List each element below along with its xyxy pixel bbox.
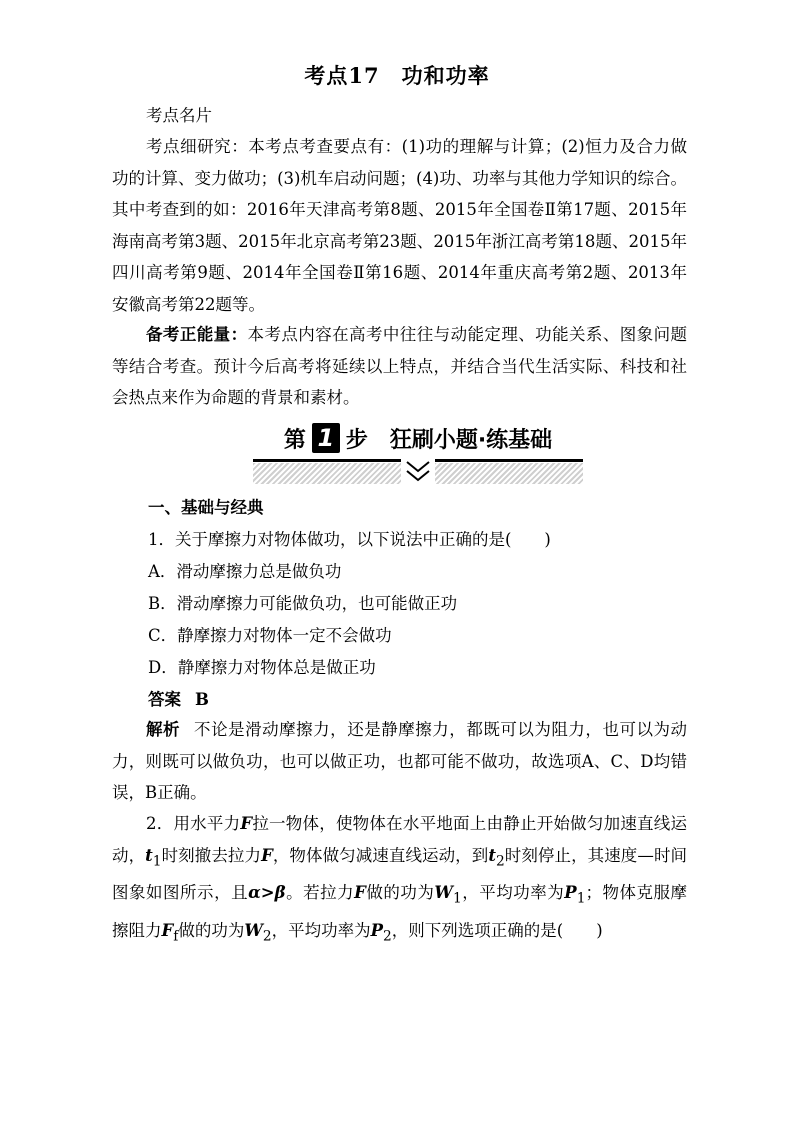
question-2-stem	[112, 808, 687, 953]
answer-label: 答案	[148, 690, 181, 709]
var-w2-subscript: 2	[262, 928, 272, 945]
research-label: 考点细研究：	[146, 137, 249, 156]
research-paragraph	[112, 131, 687, 320]
var-ff: F	[161, 921, 174, 941]
q2-text: 时刻撤去拉力	[161, 845, 262, 865]
q2-text: 时刻停止，其速度—时间图象如图所示，且	[112, 845, 688, 903]
research-text: 本考点考查要点有：(1)功的理解与计算；(2)恒力及合力做功的计算、变力做功；(3)机车启动问题；(4)功、功率与其他力学知识的综合。其中考查到的如：2016年天津高考第8题、2015年全国卷Ⅱ第17题、2015年海南高考第3题、2015年北京高考第23题、2015年浙江高考第18题、2015年四川高考第9题、2014年全国卷Ⅱ第16题、2014年重庆高考第2题、2013年安徽高考第22题等。	[112, 137, 688, 314]
step-banner	[253, 418, 583, 484]
q2-text: ，平均功率为	[271, 921, 371, 941]
var-t1: t	[145, 845, 153, 865]
var-p1-subscript: 1	[576, 890, 586, 907]
q2-text: 做的功为	[365, 883, 435, 903]
var-w1: W	[434, 883, 453, 903]
banner-suffix: 步 狂刷小题·练基础	[345, 427, 553, 453]
var-ff-subscript: f	[173, 928, 179, 945]
q2-text: 做的功为	[178, 921, 245, 941]
q2-text: 。若拉力	[285, 883, 355, 903]
analysis-label: 解析	[146, 720, 181, 739]
q2-text: ，平均功率为	[461, 883, 565, 903]
answer-row	[148, 686, 209, 710]
double-chevron-down-icon	[401, 458, 435, 486]
q2-text: ；物体克服摩擦阻力	[112, 883, 688, 941]
var-f: F	[354, 883, 366, 903]
section-title: 一、基础与经典	[148, 498, 264, 517]
analysis-paragraph	[112, 714, 687, 809]
option-c: C．静摩擦力对物体一定不会做功	[148, 626, 392, 645]
var-p1: P	[564, 883, 577, 903]
var-p2-subscript: 2	[383, 928, 392, 945]
question-1-stem: 1．关于摩擦力对物体做功，以下说法中正确的是( )	[148, 530, 551, 549]
step-number-badge: 1	[312, 423, 340, 453]
var-f: F	[261, 845, 273, 865]
var-t1-subscript: 1	[152, 852, 162, 869]
var-w1-subscript: 1	[452, 890, 462, 907]
banner-prefix: 第	[283, 427, 306, 453]
var-w2: W	[244, 921, 263, 941]
option-d: D．静摩擦力对物体总是做正功	[148, 658, 376, 677]
var-t2-subscript: 2	[495, 852, 505, 869]
option-b: B．滑动摩擦力可能做负功，也可能做正功	[148, 594, 458, 613]
energy-label: 备考正能量：	[146, 325, 248, 344]
energy-text: 本考点内容在高考中往往与动能定理、功能关系、图象问题等结合考查。预计今后高考将延续以上特点，并结合当代生活实际、科技和社会热点来作为命题的背景和素材。	[112, 325, 688, 407]
analysis-text: 不论是滑动摩擦力，还是静摩擦力，都既可以为阻力，也可以为动力，则既可以做负功，也可以做正功，也都可能不做功，故选项A、C、D均错误，B正确。	[112, 720, 688, 802]
var-f: F	[240, 814, 253, 833]
answer-value: B	[195, 690, 209, 709]
q2-text: 2．用水平力	[146, 814, 241, 833]
page-title: 考点17 功和功率	[304, 63, 490, 88]
var-p2: P	[370, 921, 384, 941]
energy-paragraph	[112, 319, 687, 414]
q2-text: ，则下列选项正确的是( )	[391, 921, 603, 941]
card-heading: 考点名片	[146, 106, 212, 125]
q2-text: 拉一物体，使物体在水平地面上由静止开始做匀加速直线运动，	[112, 814, 688, 865]
var-t2: t	[488, 845, 496, 865]
alpha-beta-relation: α>β	[248, 883, 286, 903]
option-a: A．滑动摩擦力总是做负功	[148, 562, 342, 581]
banner-title	[253, 418, 583, 458]
q2-text: ，物体做匀减速直线运动，到	[272, 845, 489, 865]
